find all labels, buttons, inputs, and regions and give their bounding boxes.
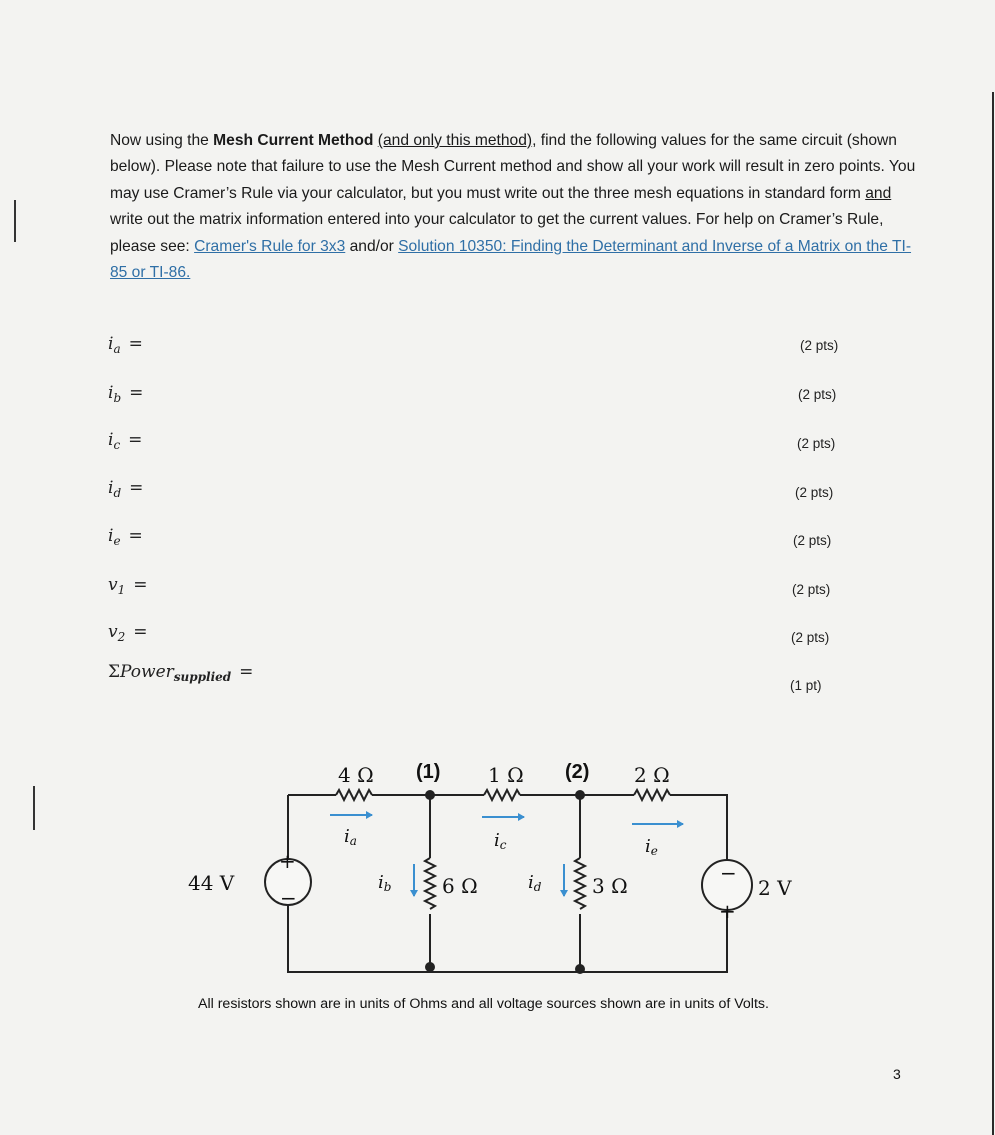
cramers-rule-link[interactable]: Cramer's Rule for 3x3 [194,237,346,255]
instructions-paragraph: Now using the Mesh Current Method (and only this method), find the following values for the same circuit (shown below). Please note that failure to use the Mesh Current method and show all your work will result in zero points. You may use Cramer’s Rule via your calculator, but you must write out the three mesh equations in standard form and write out the matrix information entered into your calculator to get the current values. For help on Cramer’s Rule, please see: Cramer's Rule for 3x3 and/or Solution 10350: Finding the Determinant and Inverse of a Matrix on the TI-85 or TI-86. [110,132,916,282]
node-dot [575,790,585,800]
points-ie: (2 pts) [793,533,832,548]
source-44v-plus: + [279,849,296,873]
question-ib: $i_b$ = [108,383,144,405]
question-ia: $i_a$ = [108,334,143,356]
points-ic: (2 pts) [797,436,836,451]
label-1ohm: 1 Ω [488,763,524,787]
resistor-6ohm [425,858,435,909]
label-ie: ie [645,836,658,858]
label-44v: 44 V [188,871,235,895]
question-ie: $i_e$ = [108,526,143,548]
top-wire [288,795,727,860]
resistor-2ohm [634,790,670,800]
page-number: 3 [893,1066,901,1082]
question-power-supplied: ΣPower$_{supplied}$ = [108,662,254,684]
points-v2: (2 pts) [791,630,830,645]
method-name: Mesh Current Method [213,132,374,149]
source-44v-minus: − [280,886,297,910]
points-power: (1 pt) [790,678,822,693]
right-wire [288,904,727,972]
resistor-1ohm [484,790,520,800]
node-dot [575,964,585,974]
resistor-4ohm [336,790,372,800]
label-ib: ib [378,872,392,894]
source-2v-plus: + [719,899,736,923]
label-4ohm: 4 Ω [338,763,374,787]
label-node1: (1) [416,761,441,783]
label-2ohm: 2 Ω [634,763,670,787]
label-2v: 2 V [758,876,792,900]
resistor-3ohm [575,858,585,909]
node-dot [425,962,435,972]
points-ib: (2 pts) [798,387,837,402]
question-id: $i_d$ = [108,478,144,500]
label-ia: ia [344,826,357,848]
label-6ohm: 6 Ω [442,874,478,898]
label-node2: (2) [565,761,590,783]
label-id: id [528,872,542,894]
points-id: (2 pts) [795,485,834,500]
label-3ohm: 3 Ω [592,874,628,898]
ti-solution-link[interactable]: Solution 10350: Finding the Determinant and Inverse of a Matrix on the TI-85 or TI-86. [110,237,912,282]
points-v1: (2 pts) [792,582,831,597]
units-footnote: All resistors shown are in units of Ohms and all voltage sources shown are in units of Volts. [198,996,769,1012]
source-2v-minus: − [720,861,737,885]
points-ia: (2 pts) [800,338,839,353]
question-v2: $v_2$ = [108,622,148,644]
question-ic: $i_c$ = [108,430,143,452]
node-dot [425,790,435,800]
question-v1: $v_1$ = [108,575,148,597]
label-ic: ic [494,830,507,852]
